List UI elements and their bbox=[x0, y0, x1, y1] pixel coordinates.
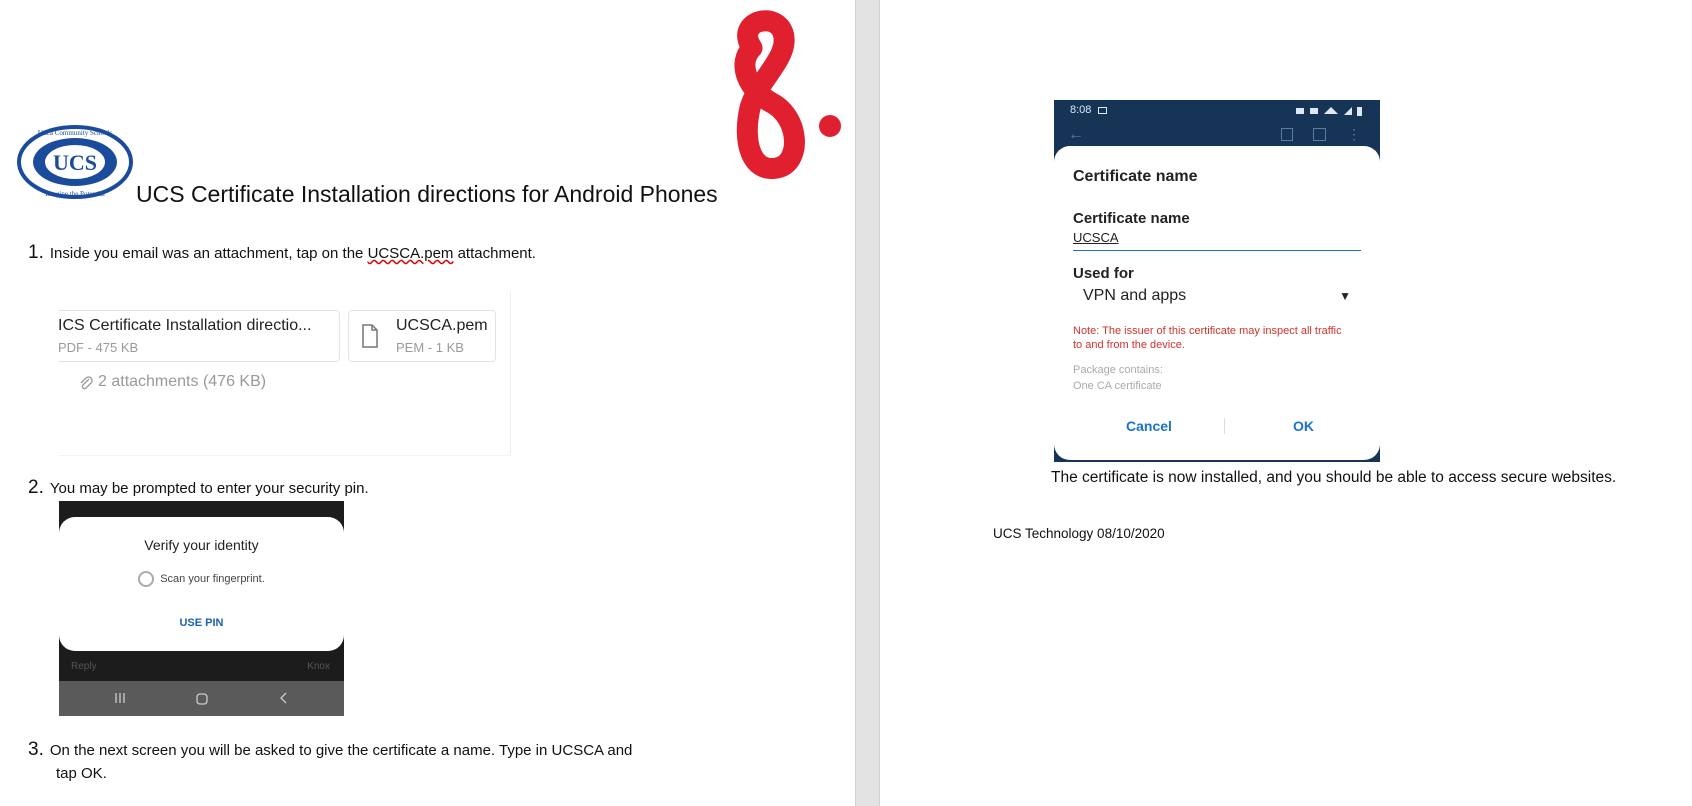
android-nav-bar bbox=[59, 681, 344, 716]
recent-apps-icon[interactable] bbox=[114, 692, 126, 704]
fingerprint-row bbox=[59, 571, 344, 587]
issuer-warning: Note: The issuer of this certificate may inspect all traffic to and from the device. bbox=[1073, 325, 1342, 351]
step-3-text-line2: tap OK. bbox=[56, 765, 107, 782]
fingerprint-screenshot bbox=[59, 501, 344, 716]
svg-text:UCS: UCS bbox=[52, 150, 98, 175]
step-3-number: 3. bbox=[28, 739, 44, 760]
save-icon[interactable] bbox=[1313, 128, 1326, 141]
attachment-pem-name: UCSCA.pem bbox=[396, 317, 488, 334]
used-for-value: VPN and apps bbox=[1083, 287, 1187, 304]
button-divider bbox=[1224, 418, 1225, 434]
attachments-summary[interactable]: 2 attachments (476 KB) bbox=[98, 373, 267, 390]
back-icon[interactable] bbox=[278, 692, 290, 704]
attachments-screenshot bbox=[58, 292, 511, 456]
delete-icon[interactable] bbox=[1281, 128, 1293, 141]
background-reply-label: Reply bbox=[71, 661, 97, 672]
step-1-text-end: attachment. bbox=[453, 245, 536, 262]
certificate-screenshot bbox=[1054, 100, 1380, 462]
step-3 bbox=[28, 739, 768, 782]
ucs-logo bbox=[17, 124, 135, 200]
step-1-attachment-name: UCSCA.pem bbox=[367, 245, 454, 262]
certificate-name-label: Certificate name bbox=[1073, 210, 1190, 227]
attachment-pdf[interactable] bbox=[58, 310, 340, 362]
gallery-notification-icon bbox=[1098, 107, 1107, 114]
attachment-pem-meta: PEM - 1 KB bbox=[396, 340, 464, 355]
certificate-name-dialog bbox=[1054, 146, 1380, 460]
fingerprint-instruction: Scan your fingerprint. bbox=[160, 572, 265, 585]
attachment-pdf-name: ICS Certificate Installation directio... bbox=[58, 317, 312, 334]
step-2 bbox=[28, 477, 369, 499]
step-marker-eight bbox=[712, 8, 842, 183]
attachment-pem[interactable] bbox=[348, 310, 496, 362]
step-2-number: 2. bbox=[28, 477, 44, 498]
used-for-label: Used for bbox=[1073, 265, 1134, 282]
back-arrow-icon[interactable]: ← bbox=[1068, 126, 1084, 143]
ok-button[interactable]: OK bbox=[1293, 418, 1314, 434]
verify-identity-dialog bbox=[59, 517, 344, 651]
status-bar-time: 8:08 bbox=[1070, 104, 1092, 116]
attachment-pdf-meta: PDF - 475 KB bbox=[58, 340, 139, 355]
dropdown-arrow-icon: ▼ bbox=[1339, 289, 1351, 303]
verify-identity-heading: Verify your identity bbox=[144, 537, 259, 553]
file-icon bbox=[361, 324, 379, 348]
package-contains-value: One CA certificate bbox=[1073, 380, 1162, 392]
fingerprint-icon bbox=[138, 571, 154, 587]
certificate-name-input[interactable]: UCSCA bbox=[1073, 230, 1361, 251]
document-title: UCS Certificate Installation directions for Android Phones bbox=[136, 181, 718, 207]
status-icons bbox=[1294, 105, 1366, 117]
svg-text:Utica Community Schools: Utica Community Schools bbox=[37, 129, 113, 137]
used-for-select[interactable] bbox=[1073, 286, 1363, 310]
closing-text: The certificate is now installed, and you should be able to access secure websites. bbox=[1051, 469, 1617, 486]
page-gutter bbox=[855, 0, 880, 806]
cancel-button[interactable]: Cancel bbox=[1126, 418, 1172, 434]
background-knox-label: Knox bbox=[307, 661, 330, 672]
step-1-text: Inside you email was an attachment, tap on the bbox=[49, 245, 368, 262]
footer-text: UCS Technology 08/10/2020 bbox=[993, 526, 1165, 541]
more-options-icon[interactable]: ⋮ bbox=[1347, 126, 1361, 142]
step-1-number: 1. bbox=[28, 242, 44, 263]
home-icon[interactable] bbox=[195, 692, 209, 706]
svg-text:Imagine the Potential: Imagine the Potential bbox=[45, 190, 105, 198]
use-pin-button[interactable]: USE PIN bbox=[179, 617, 224, 629]
step-2-text: You may be prompted to enter your security pin. bbox=[49, 480, 369, 497]
step-3-text-line1: On the next screen you will be asked to give the certificate a name. Type in UCSCA and bbox=[49, 742, 633, 759]
step-1 bbox=[28, 242, 536, 264]
dialog-title: Certificate name bbox=[1073, 168, 1198, 185]
package-contains-label: Package contains: bbox=[1073, 364, 1163, 376]
paperclip-icon bbox=[78, 375, 94, 391]
